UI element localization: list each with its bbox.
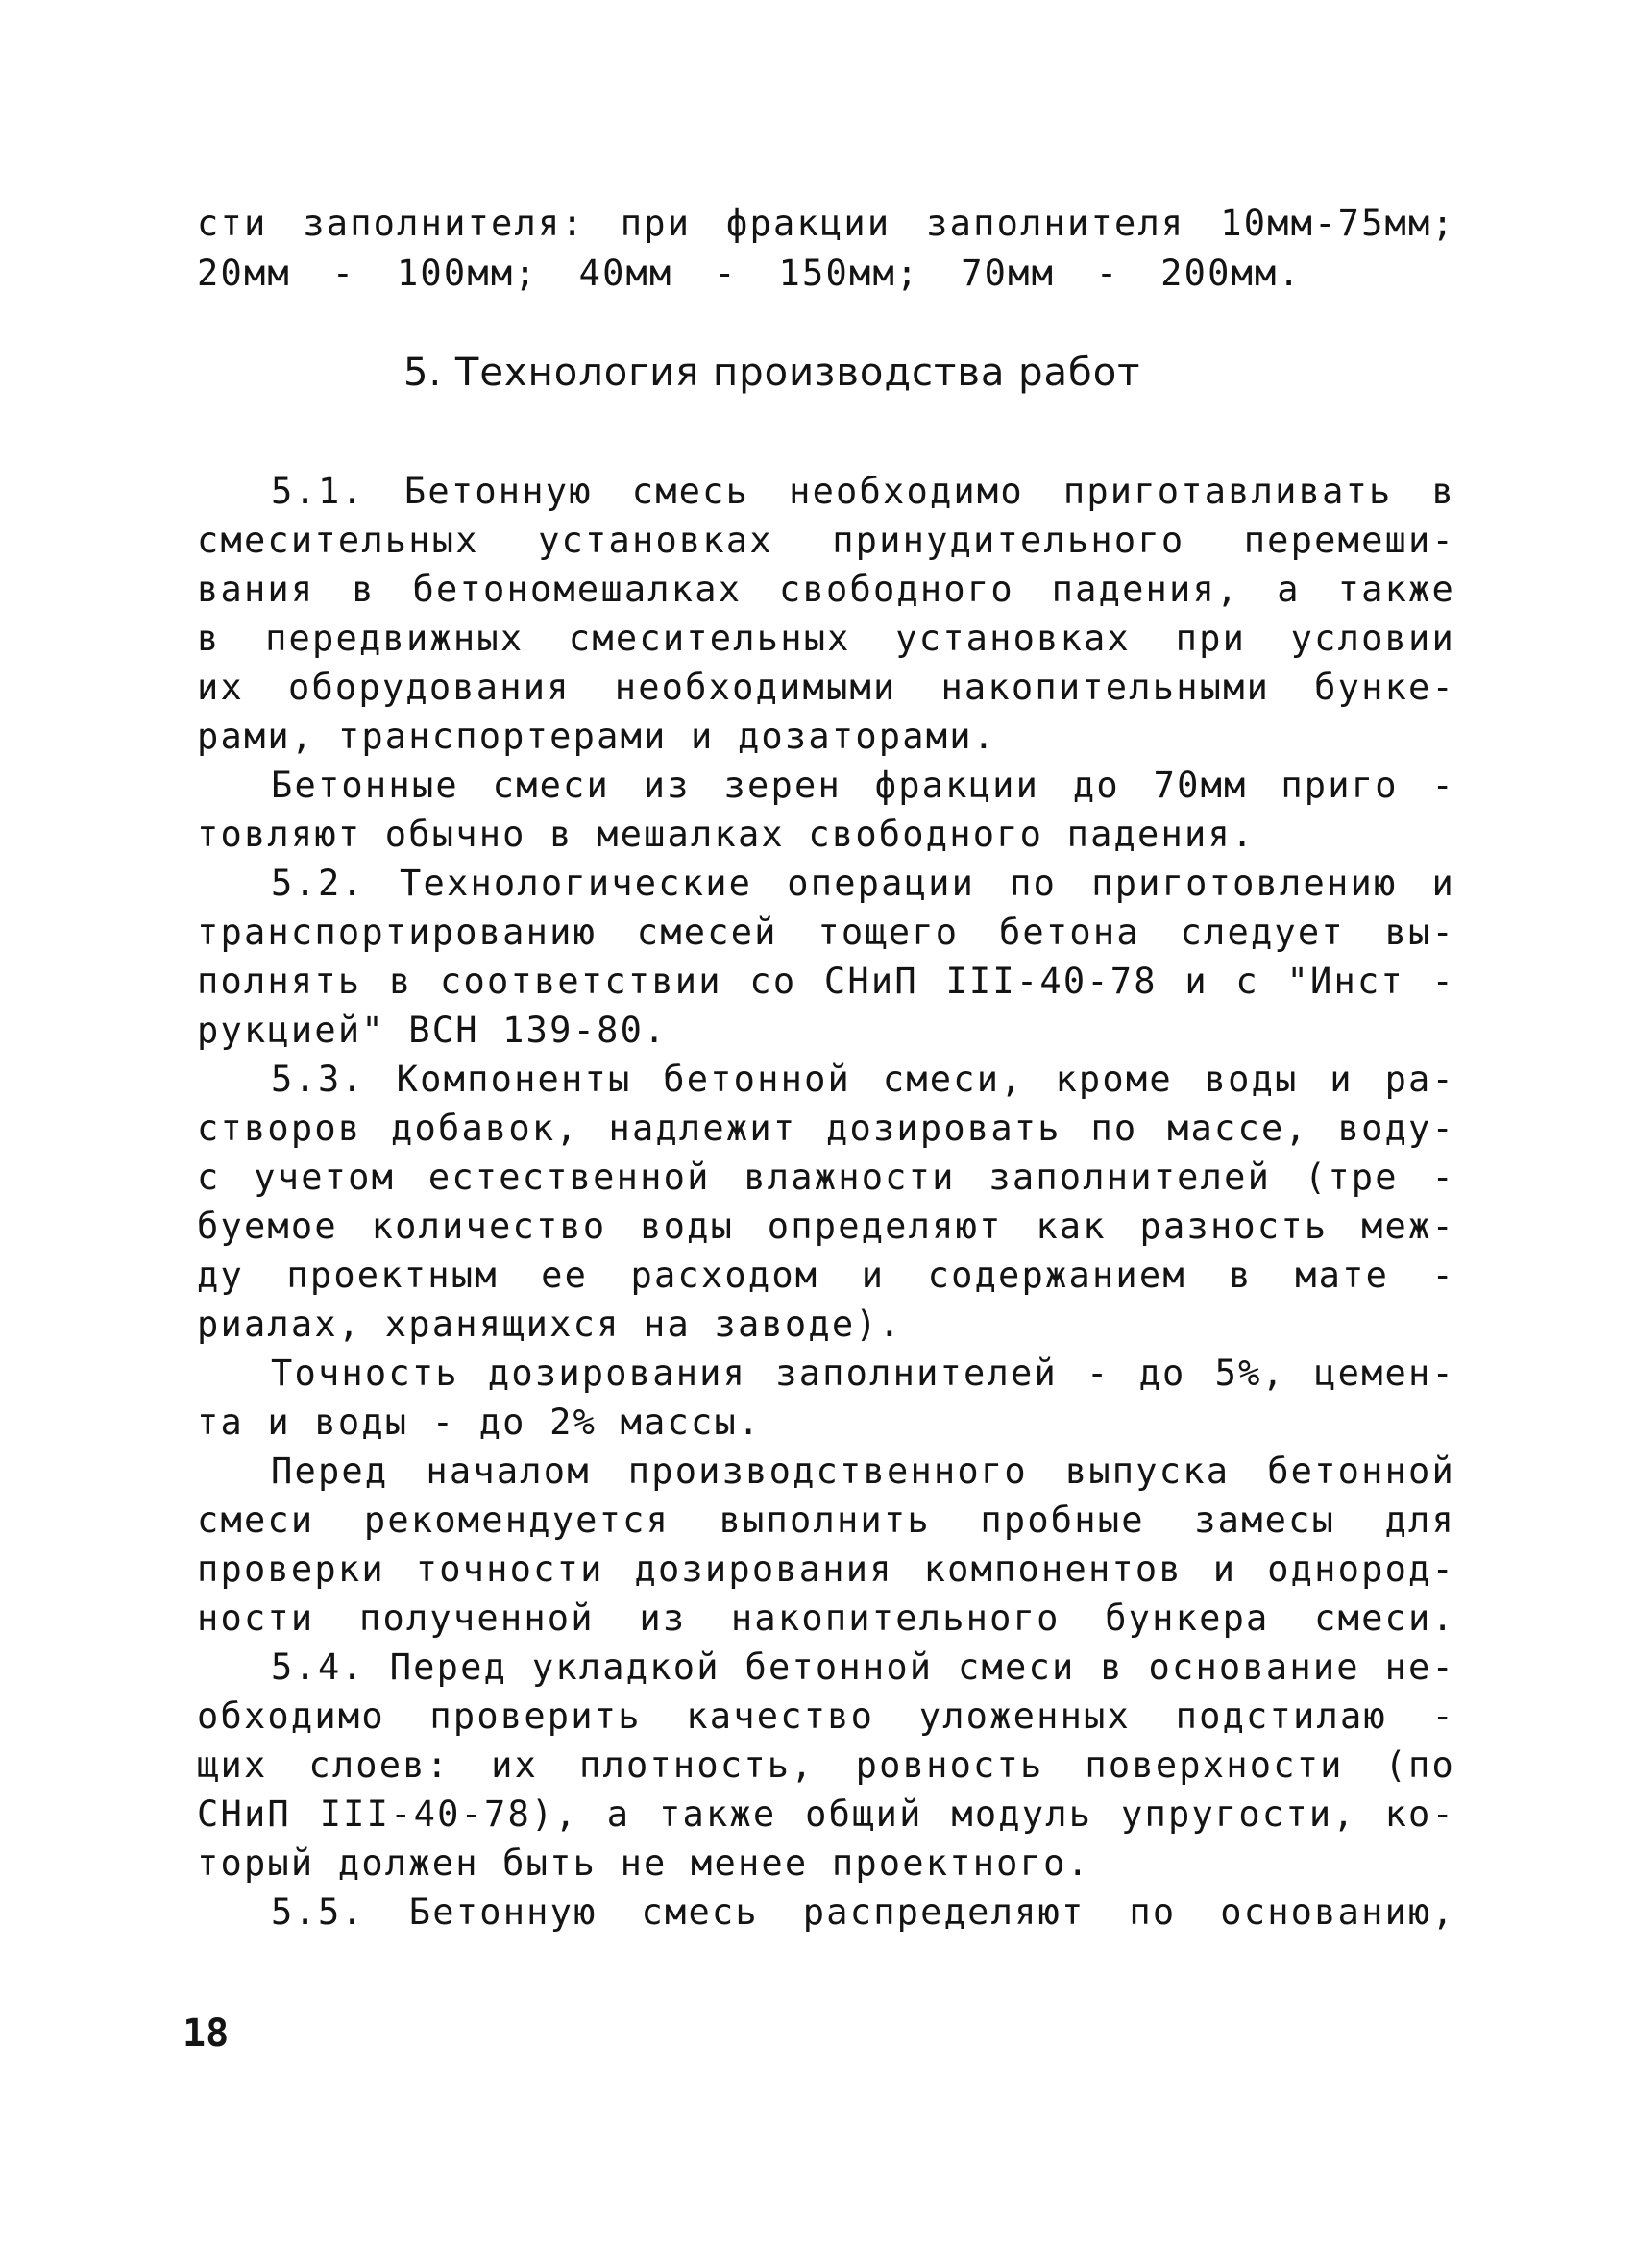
- text-line: вания в бетономешалках свободного падения, а также: [197, 569, 1455, 610]
- text-line: Перед началом производственного выпуска бетонной: [271, 1451, 1455, 1492]
- text-line: риалах, хранящихся на заводе).: [197, 1304, 903, 1345]
- text-line: буемое количество воды определяют как разность меж-: [197, 1206, 1455, 1247]
- text-line: товляют обычно в мешалках свободного падения.: [197, 814, 1256, 855]
- text-line: 5.3. Компоненты бетонной смеси, кроме воды и ра-: [271, 1059, 1455, 1100]
- text-line: с учетом естественной влажности заполнителей (тре -: [197, 1157, 1455, 1198]
- text-line: смесительных установках принудительного перемеши-: [197, 520, 1455, 561]
- text-line: 5.1. Бетонную смесь необходимо приготавливать в: [271, 471, 1455, 512]
- intro-line: сти заполнителя: при фракции заполнителя 10мм-75мм;: [197, 203, 1455, 244]
- text-line: полнять в соответствии со СНиП III-40-78 и с "Инст -: [197, 961, 1455, 1002]
- text-line: Бетонные смеси из зерен фракции до 70мм приго -: [271, 765, 1455, 806]
- text-line: транспортированию смесей тощего бетона следует вы-: [197, 912, 1455, 953]
- text-line: торый должен быть не менее проектного.: [197, 1842, 1091, 1884]
- text-line: ду проектным ее расходом и содержанием в мате -: [197, 1255, 1455, 1296]
- section-heading: 5. Технология производства работ: [403, 351, 1141, 395]
- text-line: 5.4. Перед укладкой бетонной смеси в основание не-: [271, 1646, 1455, 1688]
- text-line: 5.2. Технологические операции по приготовлению и: [271, 863, 1455, 904]
- text-line: СНиП III-40-78), а также общий модуль упругости, ко-: [197, 1793, 1455, 1835]
- text-line: та и воды - до 2% массы.: [197, 1402, 762, 1443]
- text-line: щих слоев: их плотность, ровность поверхности (по: [197, 1744, 1455, 1786]
- text-line: Точность дозирования заполнителей - до 5%, цемен-: [271, 1353, 1455, 1394]
- text-line: их оборудования необходимыми накопительными бунке-: [197, 667, 1455, 708]
- text-line: смеси рекомендуется выполнить пробные замесы для: [197, 1500, 1455, 1541]
- text-line: рукцией" ВСН 139-80.: [197, 1010, 668, 1051]
- text-line: 5.5. Бетонную смесь распределяют по основанию,: [271, 1891, 1455, 1933]
- text-line: обходимо проверить качество уложенных подстилаю -: [197, 1695, 1455, 1737]
- page-number: 18: [183, 2012, 230, 2056]
- text-line: створов добавок, надлежит дозировать по массе, воду-: [197, 1108, 1455, 1149]
- text-line: рами, транспортерами и дозаторами.: [197, 716, 997, 757]
- intro-line: 20мм - 100мм; 40мм - 150мм; 70мм - 200мм.: [197, 253, 1302, 294]
- text-line: в передвижных смесительных установках при условии: [197, 618, 1455, 659]
- text-line: проверки точности дозирования компонентов и однород-: [197, 1549, 1455, 1590]
- text-line: ности полученной из накопительного бункера смеси.: [197, 1597, 1455, 1639]
